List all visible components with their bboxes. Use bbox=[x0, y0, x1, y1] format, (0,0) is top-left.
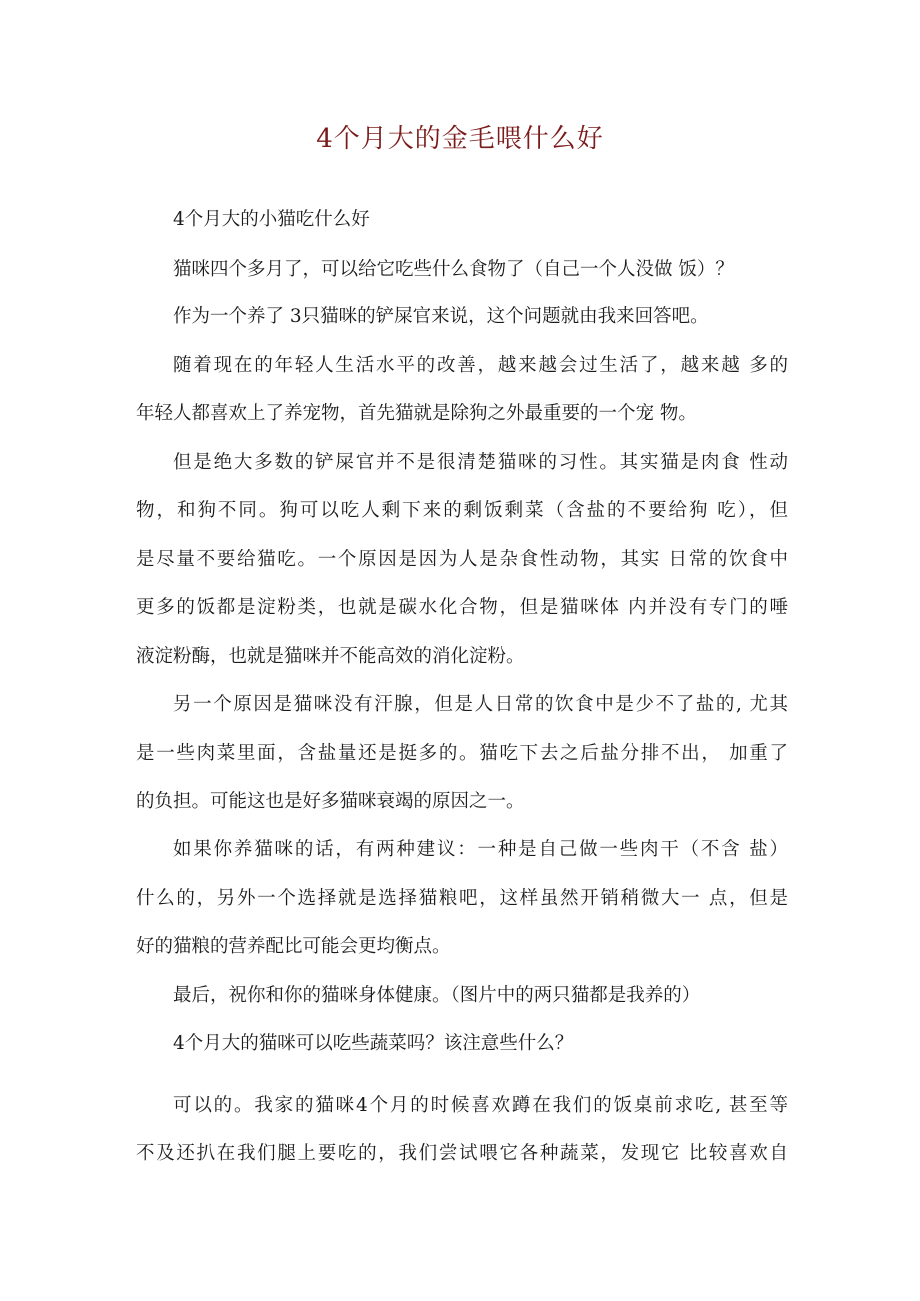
paragraph-line: 是尽量不要给猫吃。一个原因是因为人是杂食性动物，其实 日常的饮食中 bbox=[136, 549, 788, 570]
subheading-line: 4个月大的小猫吃什么好 bbox=[173, 209, 370, 230]
paragraph-line: 最后，祝你和你的猫咪身体健康。（图片中的两只猫都是我养的） bbox=[173, 985, 701, 1006]
paragraph-line: 另一个原因是猫咪没有汗腺，但是人日常的饮食中是少不了盐的, 尤其 bbox=[173, 694, 788, 715]
document-title: 4个月大的金毛喂什么好 bbox=[316, 124, 604, 154]
paragraph-line: 液淀粉酶，也就是猫咪并不能高效的消化淀粉。 bbox=[136, 646, 525, 667]
paragraph-line: 可以的。我家的猫咪4个月的时候喜欢蹲在我们的饭桌前求吃, 甚至等 bbox=[173, 1095, 788, 1116]
paragraph-line: 但是绝大多数的铲屎官并不是很清楚猫咪的习性。其实猫是肉食 性动 bbox=[173, 452, 788, 473]
paragraph-line: 如果你养猫咪的话，有两种建议：一种是自己做一些肉干（不含 盐） bbox=[173, 839, 788, 860]
paragraph-line: 物，和狗不同。狗可以吃人剩下来的剩饭剩菜（含盐的不要给狗 吃），但 bbox=[136, 500, 788, 521]
paragraph-line: 年轻人都喜欢上了养宠物，首先猫就是除狗之外最重要的一个宠 物。 bbox=[136, 403, 697, 424]
subheading-line: 4个月大的猫咪可以吃些蔬菜吗？该注意些什么？ bbox=[173, 1033, 574, 1054]
paragraph-line: 随着现在的年轻人生活水平的改善，越来越会过生活了，越来越 多的 bbox=[173, 355, 788, 376]
paragraph-line: 的负担。可能这也是好多猫咪衰竭的原因之一。 bbox=[136, 791, 525, 812]
paragraph-line: 作为一个养了 3只猫咪的铲屎官来说，这个问题就由我来回答吧。 bbox=[173, 306, 709, 327]
paragraph-line: 好的猫粮的营养配比可能会更均衡点。 bbox=[136, 936, 451, 957]
paragraph-line: 什么的，另外一个选择就是选择猫粮吧，这样虽然开销稍微大一 点，但是 bbox=[136, 888, 788, 909]
paragraph-line: 更多的饭都是淀粉类，也就是碳水化合物，但是猫咪体 内并没有专门的唾 bbox=[136, 597, 788, 618]
paragraph-line: 是一些肉菜里面，含盐量还是挺多的。猫吃下去之后盐分排不出， 加重了 bbox=[136, 743, 788, 764]
paragraph-line: 猫咪四个多月了，可以给它吃些什么食物了（自己一个人没做 饭）？ bbox=[173, 259, 734, 280]
paragraph-line: 不及还扒在我们腿上要吃的，我们尝试喂它各种蔬菜，发现它 比较喜欢自 bbox=[136, 1143, 788, 1164]
